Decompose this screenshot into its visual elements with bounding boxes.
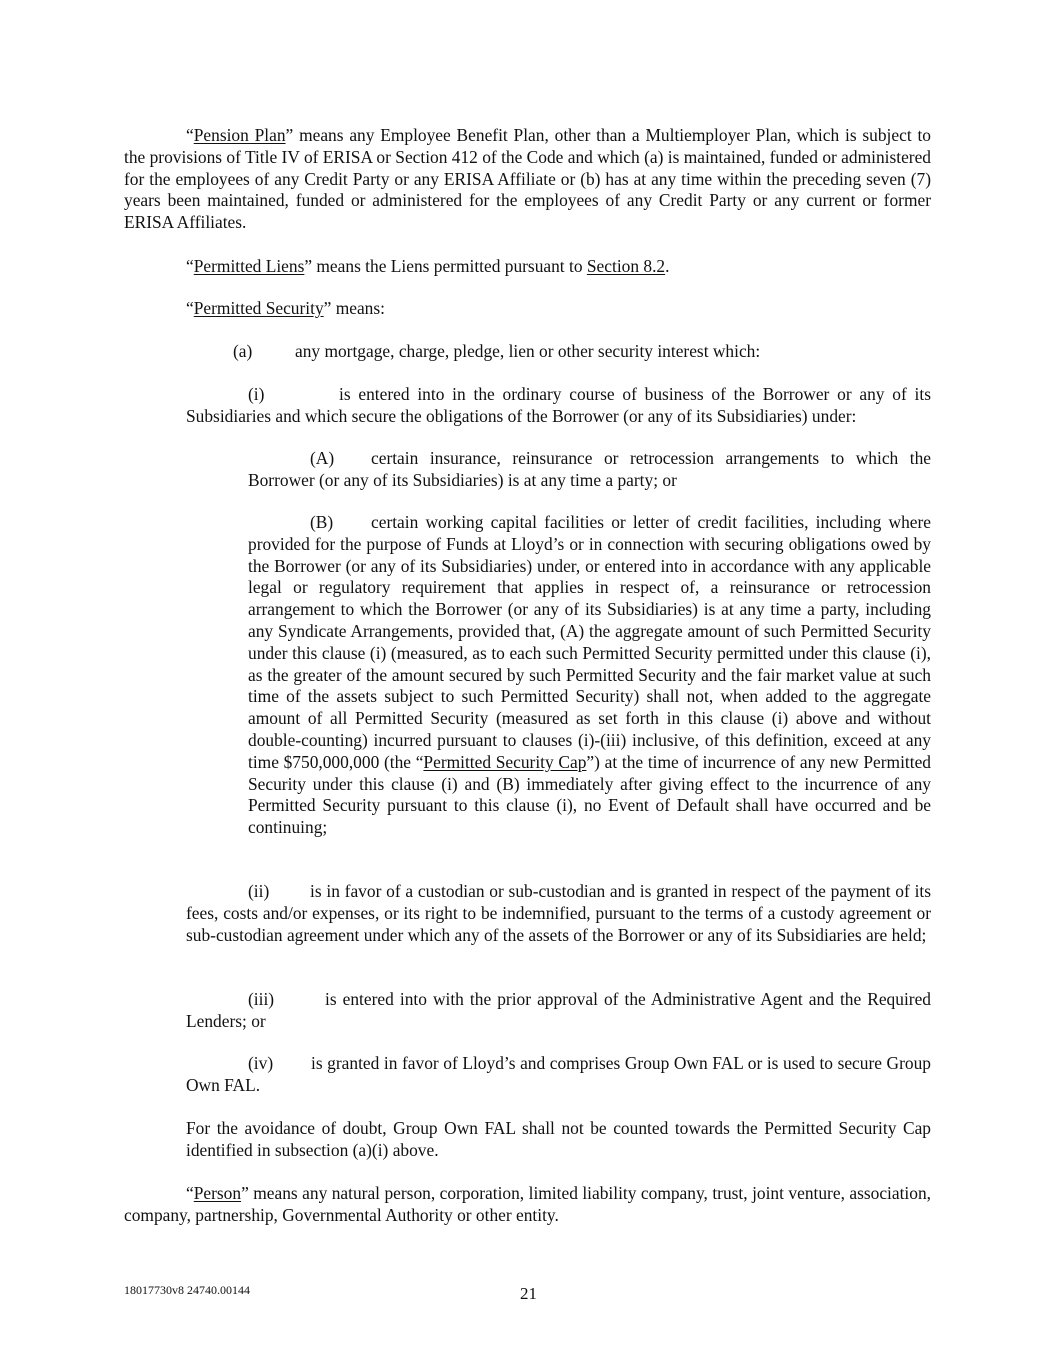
open-quote: “ bbox=[186, 298, 194, 318]
clause-label: (a) bbox=[233, 341, 253, 361]
definition-text: ” means any natural person, corporation, limited liability company, trust, joint venture, association, company, partnership, Governmental Authority or other entity. bbox=[124, 1183, 931, 1225]
definition-permitted-liens bbox=[124, 256, 931, 278]
clause-a bbox=[233, 341, 931, 363]
avoidance-of-doubt bbox=[186, 1118, 931, 1162]
open-quote: “ bbox=[186, 125, 194, 145]
clause-A bbox=[248, 448, 931, 492]
clause-label: (ii) bbox=[248, 881, 270, 901]
clause-label: (A) bbox=[310, 448, 335, 468]
clause-text-part-1: certain working capital facilities or letter of credit facilities, including where provided for the purpose of Funds at Lloyd’s or in connection with securing obligations owed by the Borrower (or any of its Subsidiaries) under, or entered into in accordance with any applicable legal or regulatory requirement that applies in respect of, a reinsurance or retrocession arrangement to which the Borrower (or any of its Subsidiaries) is at any time a party, including any Syndicate Arrangements, provided that, (A) the aggregate amount of such Permitted Security under this clause (i) (measured, as to each such Permitted Security permitted under this clause (i), as the greater of the amount secured by such Permitted Security and the fair market value at such time of the assets subject to such Permitted Security) shall not, when added to the aggregate amount of all Permitted Security (measured as set forth in this clause (i) above and without double-counting) incurred pursuant to clauses (i)-(iii) inclusive, of this definition, exceed at any time $750,000,000 (the “ bbox=[248, 512, 931, 772]
clause-text: any mortgage, charge, pledge, lien or other security interest which: bbox=[295, 341, 761, 361]
clause-i bbox=[186, 384, 931, 428]
clause-label: (i) bbox=[248, 384, 265, 404]
clause-B bbox=[248, 512, 931, 839]
paragraph-text: For the avoidance of doubt, Group Own FAL shall not be counted towards the Permitted Security Cap identified in subsection (a)(i) above. bbox=[186, 1118, 931, 1160]
definition-end: . bbox=[665, 256, 670, 276]
definition-text: ” means: bbox=[323, 298, 385, 318]
clause-text: is entered into with the prior approval of the Administrative Agent and the Required Lenders; or bbox=[186, 989, 931, 1031]
definition-person bbox=[124, 1183, 931, 1227]
page-number: 21 bbox=[520, 1284, 537, 1303]
clause-text-part-2: ”) at the time of incurrence of any new Permitted Security under this clause (i) and (B) immediately after giving effect to the incurrence of any Permitted Security pursuant to this clause (i), no Event of Default shall have occurred and be continuing; bbox=[248, 751, 931, 838]
document-id: 18017730v8 24740.00144 bbox=[124, 1283, 250, 1297]
defined-term: Permitted Security bbox=[193, 298, 324, 318]
clause-text: is in favor of a custodian or sub-custodian and is granted in respect of the payment of its fees, costs and/or expenses, or its right to be indemnified, pursuant to the terms of a custody agreement or sub-custodian agreement under which any of the assets of the Borrower or any of its Subsidiaries are held; bbox=[186, 881, 931, 945]
definition-text: ” means the Liens permitted pursuant to bbox=[304, 256, 587, 276]
defined-term: Person bbox=[193, 1183, 242, 1203]
clause-text: is granted in favor of Lloyd’s and comprises Group Own FAL or is used to secure Group Own FAL. bbox=[186, 1053, 931, 1095]
clause-text: certain insurance, reinsurance or retrocession arrangements to which the Borrower (or any of its Subsidiaries) is at any time a party; or bbox=[248, 448, 931, 490]
defined-term: Permitted Liens bbox=[193, 256, 305, 276]
open-quote: “ bbox=[186, 1183, 194, 1203]
open-quote: “ bbox=[186, 256, 194, 276]
defined-term-permitted-security-cap: Permitted Security Cap bbox=[423, 751, 587, 772]
defined-term: Pension Plan bbox=[193, 125, 286, 145]
clause-label: (iv) bbox=[248, 1053, 274, 1073]
clause-label: (B) bbox=[310, 512, 334, 532]
definition-pension-plan bbox=[124, 125, 931, 234]
clause-label: (iii) bbox=[248, 989, 275, 1009]
definition-permitted-security bbox=[124, 298, 931, 320]
clause-ii bbox=[186, 881, 931, 946]
clause-iv bbox=[186, 1053, 931, 1097]
clause-iii bbox=[186, 989, 931, 1033]
clause-text: is entered into in the ordinary course of business of the Borrower or any of its Subsidiaries and which secure the obligations of the Borrower (or any of its Subsidiaries) under: bbox=[186, 384, 931, 426]
definition-text: ” means any Employee Benefit Plan, other than a Multiemployer Plan, which is subject to the provisions of Title IV of ERISA or Section 412 of the Code and which (a) is maintained, funded or administered for the employees of any Credit Party or any ERISA Affiliate or (b) has at any time within the preceding seven (7) years been maintained, funded or administered for the employees of any Credit Party or any current or former ERISA Affiliates. bbox=[124, 125, 932, 233]
section-reference: Section 8.2 bbox=[586, 256, 666, 276]
